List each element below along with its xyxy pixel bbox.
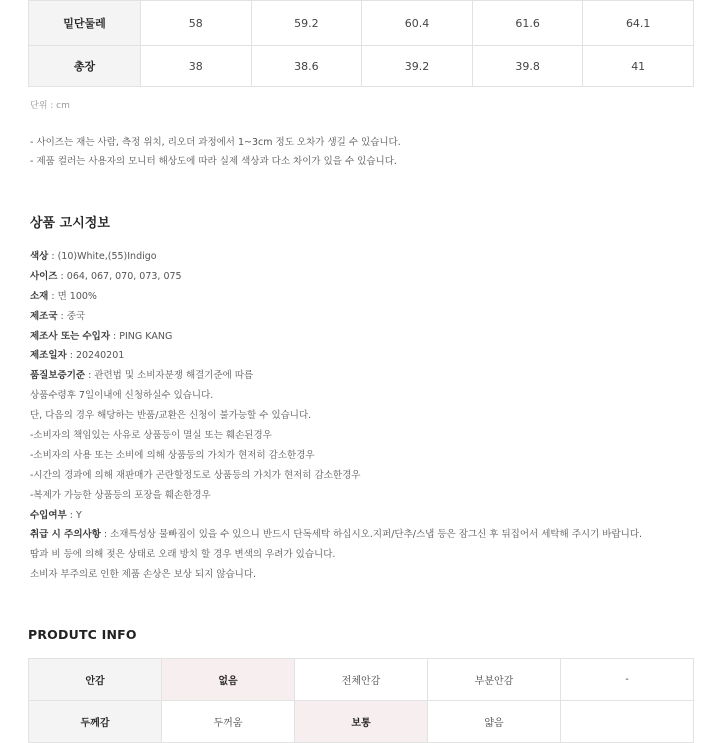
size-cell: 61.6 <box>472 1 583 46</box>
thickness-option: 두꺼움 <box>162 701 295 743</box>
size-table <box>28 0 694 87</box>
size-cell: 39.8 <box>472 46 583 87</box>
unit-label: 단위 : cm <box>30 101 70 111</box>
size-row-label: 밑단둘레 <box>29 1 141 46</box>
list-item: 색상 : (10)White,(55)Indigo <box>30 251 157 262</box>
table-row <box>29 1 694 46</box>
color-note: - 제품 컬러는 사용자의 모니터 해상도에 따라 실제 색상과 다소 차이가 있을 수 있습니다. <box>30 156 397 167</box>
size-cell: 41 <box>583 46 694 87</box>
list-item: 소비자 부주의로 인한 제품 손상은 보상 되지 않습니다. <box>30 569 257 581</box>
list-item: 소재 : 면 100% <box>30 290 97 302</box>
size-cell: 38 <box>141 46 252 87</box>
size-cell: 58 <box>141 1 252 46</box>
lining-label: 안감 <box>29 659 162 701</box>
size-cell: 38.6 <box>251 46 362 87</box>
list-item: -소비자의 책임있는 사유로 상품등이 멸실 또는 훼손된경우 <box>30 430 272 442</box>
size-cell: 59.2 <box>251 1 362 46</box>
thickness-option: 얇음 <box>428 701 561 743</box>
list-item: 단, 다음의 경우 해당하는 반품/교환은 신청이 불가능할 수 있습니다. <box>30 410 312 422</box>
table-row <box>29 659 694 701</box>
lining-option: - <box>561 659 694 701</box>
section-title: 상품 고시정보 <box>30 216 110 231</box>
thickness-option <box>561 701 694 743</box>
list-item: -소비자의 사용 또는 소비에 의해 상품등의 가치가 현저히 감소한경우 <box>30 449 315 461</box>
table-row <box>29 46 694 87</box>
lining-option: 부분안감 <box>428 659 561 701</box>
product-info-title: PRODUTC INFO <box>28 627 137 642</box>
list-item: 품질보증기준 : 관련법 및 소비자분쟁 해결기준에 따름 <box>30 370 254 382</box>
list-item: 땀과 비 등에 의해 젖은 상태로 오래 방치 할 경우 변색의 우려가 있습니다. <box>30 549 336 561</box>
list-item: 취급 시 주의사항 : 소재특성상 물빠짐이 있을 수 있으니 반드시 단독세탁 하십시오.지퍼/단추/스냅 등은 잠그신 후 뒤집어서 세탁해 주시기 바랍니다. <box>30 529 643 541</box>
size-note: - 사이즈는 재는 사람, 측정 위치, 리오더 과정에서 1~3cm 정도 오차가 생길 수 있습니다. <box>30 137 401 148</box>
list-item: 상품수령후 7일이내에 신청하실수 있습니다. <box>30 390 214 402</box>
list-item: -시간의 경과에 의해 재판매가 곤란할정도로 상품등의 가치가 현저히 감소한경우 <box>30 469 361 481</box>
thickness-label: 두께감 <box>29 701 162 743</box>
lining-option-selected: 없음 <box>162 659 295 701</box>
product-info-table <box>28 658 694 743</box>
size-row-label: 총장 <box>29 46 141 87</box>
list-item: 사이즈 : 064, 067, 070, 073, 075 <box>30 270 182 282</box>
size-cell: 39.2 <box>362 46 473 87</box>
list-item: 제조일자 : 20240201 <box>30 350 125 362</box>
lining-option: 전체안감 <box>295 659 428 701</box>
size-cell: 60.4 <box>362 1 473 46</box>
list-item: 제조사 또는 수입자 : PING KANG <box>30 330 173 342</box>
list-item: 수입여부 : Y <box>30 509 82 521</box>
table-row <box>29 701 694 743</box>
list-item: 제조국 : 중국 <box>30 310 86 322</box>
thickness-option-selected: 보통 <box>295 701 428 743</box>
list-item: -복제가 가능한 상품등의 포장을 훼손한경우 <box>30 489 211 501</box>
size-cell: 64.1 <box>583 1 694 46</box>
product-notice-list <box>30 247 710 585</box>
